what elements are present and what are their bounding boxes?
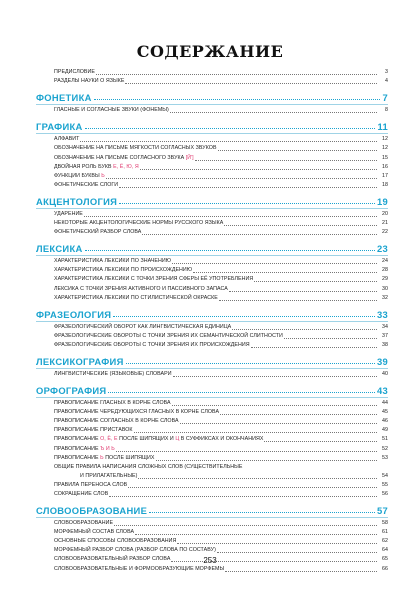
toc-entry[interactable] [36, 426, 388, 435]
toc-entry[interactable] [36, 463, 388, 472]
toc-entry-page: 12 [382, 136, 388, 143]
toc-entry-page: 4 [385, 78, 388, 85]
toc-entry-page: 58 [382, 520, 388, 527]
leader-dots [172, 263, 377, 264]
toc-entry-text [54, 370, 172, 379]
leader-dots [217, 552, 377, 553]
leader-dots [195, 160, 377, 161]
leader-dots [85, 250, 375, 251]
toc-entry-page: 46 [382, 418, 388, 425]
leader-dots [126, 363, 375, 364]
toc-entry-text [54, 181, 118, 190]
toc-entry-text [54, 294, 218, 303]
entry-label: СОКРАЩЕНИЕ СЛОВ [54, 491, 109, 497]
toc-entry-sections[interactable] [36, 77, 388, 86]
section-heading[interactable] [36, 307, 388, 320]
toc-entry-text [80, 472, 137, 481]
entry-label: ХАРАКТЕРИСТИКА ЛЕКСИКИ ПО ПРОИСХОЖДЕНИЮ [54, 267, 193, 274]
section-divider [36, 255, 388, 256]
toc-entry[interactable] [36, 275, 388, 284]
entry-label: ХАРАКТЕРИСТИКА ЛЕКСИКИ ПО СТИЛИСТИЧЕСКОЙ ОКРАСКЕ [54, 294, 218, 301]
entry-label: ОБОЗНАЧЕНИЕ НА ПИСЬМЕ СОГЛАСНОГО ЗВУКА [54, 154, 186, 161]
toc-entry-page: 61 [382, 529, 388, 536]
entry-label: ХАРАКТЕРИСТИКА ЛЕКСИКИ ПО ЗНАЧЕНИЮ [54, 258, 172, 265]
section-page: 11 [377, 121, 388, 133]
toc-entry-text [54, 106, 169, 115]
entry-label: ОБЩИЕ ПРАВИЛА НАПИСАНИЯ СЛОЖНЫХ СЛОВ (СУЩЕСТВИТЕЛЬНЫЕ [54, 463, 243, 470]
toc-entry-text [54, 408, 219, 417]
toc-entry-page: 64 [382, 547, 388, 554]
leader-dots [264, 441, 377, 442]
toc-entry-text [54, 417, 179, 426]
toc-entry-text [54, 481, 127, 490]
entry-label: МОРФЕМНЫЙ РАЗБОР СЛОВА (РАЗБОР СЛОВА ПО СОСТАВУ) [54, 547, 216, 554]
leader-dots [251, 347, 377, 348]
page-title: СОДЕРЖАНИЕ [136, 42, 284, 61]
leader-dots [128, 487, 377, 488]
leader-dots [170, 112, 377, 113]
leader-dots [219, 300, 377, 301]
leader-dots [224, 225, 377, 226]
toc-entry[interactable] [36, 153, 388, 162]
toc-entry[interactable] [36, 481, 388, 490]
toc-entry-page: 24 [382, 258, 388, 265]
toc-section [36, 90, 388, 115]
toc-section [36, 354, 388, 379]
toc-entry-text [54, 537, 176, 546]
toc-entry-text [54, 154, 194, 163]
toc-entry-text: ПРЕДИСЛОВИЕ [54, 69, 95, 76]
toc-entry-page: 51 [382, 436, 388, 443]
leader-dots [119, 203, 375, 204]
entry-label: УДАРЕНИЕ [54, 210, 83, 217]
toc-entry[interactable] [36, 417, 388, 426]
section-heading[interactable] [36, 503, 388, 516]
toc-entry-text [54, 144, 217, 153]
section-page: 39 [376, 355, 388, 367]
toc-entry[interactable] [36, 210, 388, 219]
toc-entry-page: 32 [382, 294, 388, 301]
leader-dots [125, 83, 377, 84]
entry-label: ОСНОВНЫЕ СПОСОБЫ СЛОВООБРАЗОВАНИЯ [54, 538, 177, 545]
toc-entry-text [54, 528, 134, 537]
section-divider [36, 104, 388, 105]
section-title: ГРАФИКА [36, 121, 83, 133]
entry-accent: Е, Ё, Ю, Я [113, 163, 139, 170]
toc-entry[interactable] [36, 323, 388, 332]
toc-section [36, 383, 388, 499]
toc-entry-page: 18 [382, 181, 388, 188]
toc-entry[interactable] [36, 266, 388, 275]
entry-label: СЛОВООБРАЗОВАТЕЛЬНЫЕ И ФОРМООБРАЗУЮЩИЕ МОРФЕМЫ [54, 565, 225, 572]
entry-label-tail: ПОСЛЕ ШИПЯЩИХ И [117, 436, 176, 443]
toc-entry-page: 52 [382, 445, 388, 452]
toc-entry-page: 30 [382, 285, 388, 292]
leader-dots [113, 316, 375, 317]
leader-dots [94, 99, 381, 100]
toc-entry-page: 55 [382, 481, 388, 488]
leader-dots [177, 543, 377, 544]
toc-entry-page: 66 [382, 565, 388, 572]
section-page: 33 [376, 308, 388, 320]
section-title: ЛЕКСИКА [36, 243, 83, 255]
toc-entry[interactable] [36, 490, 388, 499]
entry-accent: [Й'] [185, 154, 194, 161]
entry-label: ГЛАСНЫЕ И СОГЛАСНЫЕ ЗВУКИ (ФОНЕМЫ) [54, 107, 169, 114]
leader-dots [135, 534, 377, 535]
toc-entry-text [54, 285, 228, 294]
leader-dots [254, 281, 377, 282]
toc-entry[interactable] [36, 257, 388, 266]
leader-dots [142, 234, 377, 235]
toc-entry-page: 56 [382, 491, 388, 497]
toc-section [36, 119, 388, 190]
toc-entry[interactable] [36, 284, 388, 293]
toc-entry[interactable] [36, 135, 388, 144]
section-page: 43 [376, 384, 388, 396]
toc-entry-page: 38 [382, 341, 388, 348]
entry-label: ПРАВОПИСАНИЕ ГЛАСНЫХ В КОРНЕ СЛОВА [54, 400, 171, 407]
toc-entry-text [54, 275, 253, 284]
page-number: 253 [203, 556, 217, 565]
leader-dots [225, 571, 377, 572]
leader-dots [193, 272, 377, 273]
toc-entry-page: 37 [382, 332, 388, 339]
toc-entry-page: 16 [382, 163, 388, 170]
leader-dots [149, 512, 375, 513]
toc-entry-text [54, 135, 79, 144]
toc-entry-text [54, 399, 171, 408]
entry-label-tail: ПОСЛЕ ШИПЯЩИХ [103, 454, 155, 461]
toc-entry-page: 21 [382, 220, 388, 227]
entry-label-tail: В СУФФИКСАХ И ОКОНЧАНИЯХ [179, 436, 264, 443]
entry-label: ПРАВОПИСАНИЕ СОГЛАСНЫХ В КОРНЕ СЛОВА [54, 418, 179, 425]
section-page: 19 [376, 195, 388, 207]
leader-dots [108, 392, 374, 393]
entry-label: ФОНЕТИЧЕСКИЙ РАЗБОР СЛОВА [54, 229, 142, 236]
toc-entry-page: 17 [382, 172, 388, 179]
toc-entry[interactable] [36, 444, 388, 453]
toc-entry-text [54, 546, 216, 555]
toc-entry[interactable] [36, 172, 388, 181]
toc-entry[interactable] [36, 341, 388, 350]
toc-entry[interactable] [36, 106, 388, 115]
intro-block [36, 68, 388, 86]
toc-entry[interactable] [36, 370, 388, 379]
toc-entry-text [54, 266, 192, 275]
toc-entry-text [54, 228, 141, 237]
toc-section [36, 307, 388, 350]
toc-entry-text [54, 323, 231, 332]
toc-entry[interactable] [36, 228, 388, 237]
toc-entry-page: 49 [382, 427, 388, 434]
leader-dots [85, 128, 376, 129]
toc-entry-page: 28 [382, 267, 388, 274]
entry-accent: Ь [100, 454, 104, 461]
toc-entry[interactable] [36, 294, 388, 303]
leader-dots [173, 376, 377, 377]
toc-entry[interactable] [36, 219, 388, 228]
entry-accent: Ъ И Ь [100, 445, 115, 452]
toc-entry[interactable] [36, 519, 388, 528]
entry-label: ЛЕКСИКА С ТОЧКИ ЗРЕНИЯ АКТИВНОГО И ПАССИВНОГО ЗАПАСА [54, 285, 228, 292]
section-divider [36, 397, 388, 398]
section-heading[interactable] [36, 90, 388, 103]
toc-entry-page: 40 [382, 370, 388, 377]
section-title: ОРФОГРАФИЯ [36, 384, 107, 396]
leader-dots [114, 525, 377, 526]
entry-accent: Ь [101, 172, 105, 179]
toc-entry[interactable] [36, 564, 388, 573]
section-heading[interactable] [36, 194, 388, 207]
entry-label: ФРАЗЕОЛОГИЧЕСКИЕ ОБОРОТЫ С ТОЧКИ ЗРЕНИЯ ИХ СЕМАНТИЧЕСКОЙ СЛИТНОСТИ [54, 332, 283, 339]
section-title: ФРАЗЕОЛОГИЯ [36, 308, 112, 320]
entry-label: ФУНКЦИИ БУКВЫ [54, 172, 102, 179]
entry-label: АЛФАВИТ [54, 136, 80, 143]
toc-entry[interactable] [36, 399, 388, 408]
toc-entry[interactable] [36, 472, 388, 481]
entry-label: ПРАВОПИСАНИЕ [54, 454, 101, 461]
entry-label: ПРАВОПИСАНИЕ ЧЕРЕДУЮЩИХСЯ ГЛАСНЫХ В КОРНЕ СЛОВА [54, 409, 220, 416]
toc-section [36, 194, 388, 237]
leader-dots [116, 451, 377, 452]
leader-dots [119, 187, 377, 188]
toc-entry[interactable] [36, 546, 388, 555]
toc-entry-text [54, 490, 108, 499]
toc-entry-text [54, 332, 283, 341]
section-divider [36, 321, 388, 322]
entry-label: ФРАЗЕОЛОГИЧЕСКИЙ ОБОРОТ КАК ЛИНГВИСТИЧЕСКАЯ ЕДИНИЦА [54, 323, 232, 330]
toc-entry-text [54, 426, 133, 435]
toc-entry-page: 45 [382, 409, 388, 416]
entry-label: ПРАВОПИСАНИЕ [54, 436, 101, 443]
entry-label: ФОНЕТИЧЕСКИЕ СЛОГИ [54, 181, 119, 188]
section-page: 57 [376, 505, 388, 516]
toc-entry[interactable] [36, 163, 388, 172]
toc-entry[interactable] [36, 408, 388, 417]
leader-dots [140, 169, 377, 170]
toc-entry-text [54, 519, 113, 528]
leader-dots [156, 460, 377, 461]
toc-entry[interactable] [36, 181, 388, 190]
toc-entry-page: 29 [382, 276, 388, 283]
entry-label: СЛОВООБРАЗОВАТЕЛЬНЫЙ РАЗБОР СЛОВА [54, 556, 171, 563]
entry-label: ПРАВОПИСАНИЕ ПРИСТАВОК [54, 427, 133, 434]
leader-dots [180, 423, 377, 424]
toc-entry-text [54, 463, 243, 472]
toc-entry[interactable] [36, 144, 388, 153]
toc-entry-text [54, 219, 223, 228]
toc-entry[interactable] [36, 435, 388, 444]
toc-entry-page: 12 [382, 145, 388, 152]
section-divider [36, 517, 388, 518]
toc-section [36, 241, 388, 302]
section-title: ЛЕКСИКОГРАФИЯ [36, 355, 124, 367]
section-divider [36, 368, 388, 369]
table-of-contents [36, 68, 388, 574]
toc-entry-page: 22 [382, 229, 388, 236]
toc-entry-page: 34 [382, 323, 388, 330]
toc-entry-text [54, 445, 115, 454]
toc-entry-page: 62 [382, 538, 388, 545]
entry-label: СЛОВООБРАЗОВАНИЕ [54, 520, 114, 527]
entry-label: ПРАВИЛА ПЕРЕНОСА СЛОВ [54, 481, 128, 488]
toc-entry-page: 54 [382, 472, 388, 479]
leader-dots [218, 150, 377, 151]
toc-entry-page: 8 [385, 107, 388, 114]
leader-dots [172, 405, 377, 406]
section-heading[interactable] [36, 119, 388, 132]
section-divider [36, 208, 388, 209]
leader-dots [109, 496, 377, 497]
leader-dots [80, 141, 377, 142]
leader-dots [220, 414, 377, 415]
toc-entry[interactable] [36, 454, 388, 463]
toc-entry-page: 3 [385, 69, 388, 76]
section-title: АКЦЕНТОЛОГИЯ [36, 195, 118, 207]
toc-entry-text [54, 172, 105, 181]
toc-entry[interactable] [36, 528, 388, 537]
leader-dots [96, 74, 377, 75]
entry-label: МОРФЕМНЫЙ СОСТАВ СЛОВА [54, 529, 135, 536]
section-heading[interactable] [36, 354, 388, 367]
toc-entry-preface[interactable] [36, 68, 388, 77]
entry-accent: О, Ё, Е [100, 436, 118, 443]
toc-entry-page: 20 [382, 210, 388, 217]
leader-dots [232, 329, 377, 330]
section-page: 7 [382, 92, 388, 104]
toc-entry-text [54, 565, 224, 574]
section-title: ФОНЕТИКА [36, 92, 92, 104]
entry-label: ДВОЙНАЯ РОЛЬ БУКВ [54, 163, 114, 170]
toc-entry-page: 44 [382, 400, 388, 407]
toc-entry[interactable] [36, 537, 388, 546]
entry-label: ПРАВОПИСАНИЕ [54, 445, 101, 452]
entry-label: И ПРИЛАГАТЕЛЬНЫЕ) [80, 472, 138, 479]
toc-entry-text [54, 341, 250, 350]
leader-dots [106, 178, 377, 179]
section-page: 23 [376, 243, 388, 255]
entry-label: ФРАЗЕОЛОГИЧЕСКИЕ ОБОРОТЫ С ТОЧКИ ЗРЕНИЯ ИХ ПРОИСХОЖДЕНИЯ [54, 341, 250, 348]
section-divider [36, 133, 388, 134]
leader-dots [134, 432, 377, 433]
toc-entry-page: 65 [382, 556, 388, 563]
section-heading[interactable] [36, 241, 388, 254]
leader-dots [138, 478, 377, 479]
leader-dots [229, 291, 377, 292]
section-heading[interactable] [36, 383, 388, 396]
entry-label: ХАРАКТЕРИСТИКА ЛЕКСИКИ С ТОЧКИ ЗРЕНИЯ СФЕРЫ ЕЁ УПОТРЕБЛЕНИЯ [54, 276, 254, 283]
toc-entry-page: 15 [382, 154, 388, 161]
leader-dots [84, 216, 377, 217]
entry-label: ОБОЗНАЧЕНИЕ НА ПИСЬМЕ МЯГКОСТИ СОГЛАСНЫХ ЗВУКОВ [54, 145, 217, 152]
entry-accent: Ц [175, 436, 180, 443]
toc-entry-text [54, 435, 263, 444]
toc-entry[interactable] [36, 332, 388, 341]
toc-entry-page: 53 [382, 454, 388, 461]
toc-entry-text [54, 257, 171, 266]
entry-label: НЕКОТОРЫЕ АКЦЕНТОЛОГИЧЕСКИЕ НОРМЫ РУССКОГО ЯЗЫКА [54, 220, 224, 227]
section-title: СЛОВООБРАЗОВАНИЕ [36, 505, 148, 516]
toc-entry-text [54, 210, 83, 219]
toc-entry-text [54, 454, 155, 463]
entry-label: ЛИНГВИСТИЧЕСКИЕ (ЯЗЫКОВЫЕ) СЛОВАРИ [54, 370, 172, 377]
leader-dots [284, 338, 377, 339]
toc-entry-text: РАЗДЕЛЫ НАУКИ О ЯЗЫКЕ [54, 78, 125, 85]
toc-entry-text [54, 163, 139, 172]
